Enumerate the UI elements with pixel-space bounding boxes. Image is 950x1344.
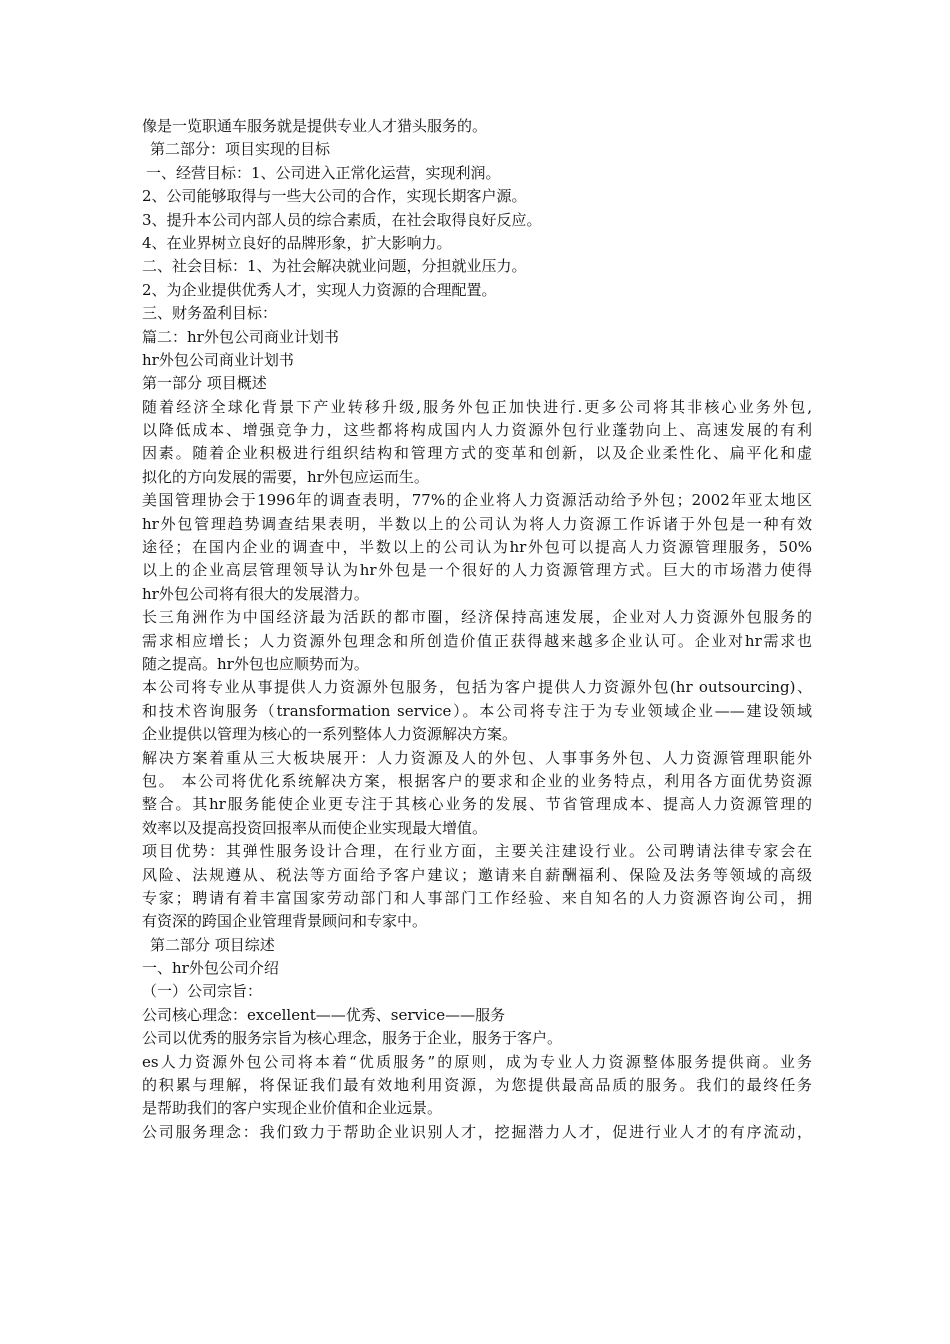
text-line: 2、为企业提供优秀人才，实现人力资源的合理配置。 xyxy=(142,280,497,299)
text-line: 2、公司能够取得与一些大公司的合作，实现长期客户源。 xyxy=(142,187,527,206)
text-line: 有资深的跨国企业管理背景顾问和专家中。 xyxy=(142,912,428,931)
document-title: hr外包公司商业计划书 xyxy=(142,350,294,369)
text-line: 解决方案着重从三大板块展开：人力资源及人的外包、人事事务外包、人力资源管理职能外 xyxy=(142,748,812,767)
document-body xyxy=(142,115,812,1144)
text-line: 公司以优秀的服务宗旨为核心理念，服务于企业，服务于客户。 xyxy=(142,1029,563,1048)
text-line: 公司服务理念：我们致力于帮助企业识别人才，挖掘潜力人才，促进行业人才的有序流动， xyxy=(142,1122,812,1141)
text-line: 一、hr外包公司介绍 xyxy=(142,959,279,978)
text-line: 和技术咨询服务（transformation service）。本公司将专注于为专业领域企业——建设领域 xyxy=(142,701,812,720)
text-line: 以降低成本、增强竞争力，这些都将构成国内人力资源外包行业蓬勃向上、高速发展的有利 xyxy=(142,421,812,440)
text-line: 一、经营目标：1、公司进入正常化运营，实现利润。 xyxy=(146,163,501,182)
text-line: 因素。随着企业积极进行组织结构和管理方式的变革和创新，以及企业柔性化、扁平化和虚 xyxy=(142,444,812,463)
text-line: 随着经济全球化背景下产业转移升级,服务外包正加快进行.更多公司将其非核心业务外包, xyxy=(142,397,812,416)
text-line: 项目优势：其弹性服务设计合理，在行业方面，主要关注建设行业。公司聘请法律专家会在 xyxy=(142,842,812,861)
section-heading: 第二部分：项目实现的目标 xyxy=(150,140,331,159)
text-line: 以上的企业高层管理领导认为hr外包是一个很好的人力资源管理方式。巨大的市场潜力使得 xyxy=(142,561,812,580)
text-line: 二、社会目标：1、为社会解决就业问题，分担就业压力。 xyxy=(142,257,527,276)
text-line: 美国管理协会于1996年的调查表明，77%的企业将人力资源活动给予外包；2002年亚太地区 xyxy=(142,491,812,510)
text-line: （一）公司宗旨： xyxy=(142,982,263,1001)
section-heading: 第二部分 项目综述 xyxy=(150,935,275,954)
section-heading: 第一部分 项目概述 xyxy=(142,374,267,393)
text-line: 本公司将专业从事提供人力资源外包服务，包括为客户提供人力资源外包(hr outsourcing)、 xyxy=(142,678,812,697)
text-line: 长三角洲作为中国经济最为活跃的都市圈，经济保持高速发展，企业对人力资源外包服务的 xyxy=(142,608,812,627)
text-line: 整合。其hr服务能使企业更专注于其核心业务的发展、节省管理成本、提高人力资源管理的 xyxy=(142,795,812,814)
text-line: 的积累与理解，将保证我们最有效地利用资源，为您提供最高品质的服务。我们的最终任务 xyxy=(142,1076,812,1095)
text-line: 专家；聘请有着丰富国家劳动部门和人事部门工作经验、来自知名的人力资源咨询公司，拥 xyxy=(142,888,812,907)
text-line: 公司核心理念：excellent——优秀、service——服务 xyxy=(142,1005,506,1024)
text-line: 4、在业界树立良好的品牌形象，扩大影响力。 xyxy=(142,233,452,252)
text-line: hr外包管理趋势调查结果表明，半数以上的公司认为将人力资源工作诉诸于外包是一种有效 xyxy=(142,514,812,533)
text-line: 需求相应增长；人力资源外包理念和所创造价值正获得越来越多企业认可。企业对hr需求也 xyxy=(142,631,812,650)
text-line: 途径；在国内企业的调查中，半数以上的公司认为hr外包可以提高人力资源管理服务，50% xyxy=(142,538,812,557)
text-line: 企业提供以管理为核心的一系列整体人力资源解决方案。 xyxy=(142,725,518,744)
text-line: 像是一览职通车服务就是提供专业人才猎头服务的。 xyxy=(142,117,488,135)
text-line: 包。 本公司将优化系统解决方案，根据客户的要求和企业的业务特点，利用各方面优势资源 xyxy=(142,771,812,790)
section-heading: 篇二：hr外包公司商业计划书 xyxy=(142,327,339,346)
text-line: 随之提高。hr外包也应顺势而为。 xyxy=(142,654,369,673)
text-line: hr外包公司将有很大的发展潜力。 xyxy=(142,584,369,603)
text-line: 风险、法规遵从、税法等方面给予客户建议；邀请来自薪酬福利、保险及法务等领域的高级 xyxy=(142,865,812,884)
text-line: 拟化的方向发展的需要，hr外包应运而生。 xyxy=(142,467,429,486)
text-line: 3、提升本公司内部人员的综合素质，在社会取得良好反应。 xyxy=(142,210,542,229)
text-line: 效率以及提高投资回报率从而使企业实现最大增值。 xyxy=(142,818,488,837)
text-line: 三、财务盈利目标： xyxy=(142,304,278,323)
text-line: es人力资源外包公司将本着“优质服务”的原则，成为专业人力资源整体服务提供商。业务 xyxy=(142,1052,812,1071)
text-line: 是帮助我们的客户实现企业价值和企业远景。 xyxy=(142,1099,443,1118)
